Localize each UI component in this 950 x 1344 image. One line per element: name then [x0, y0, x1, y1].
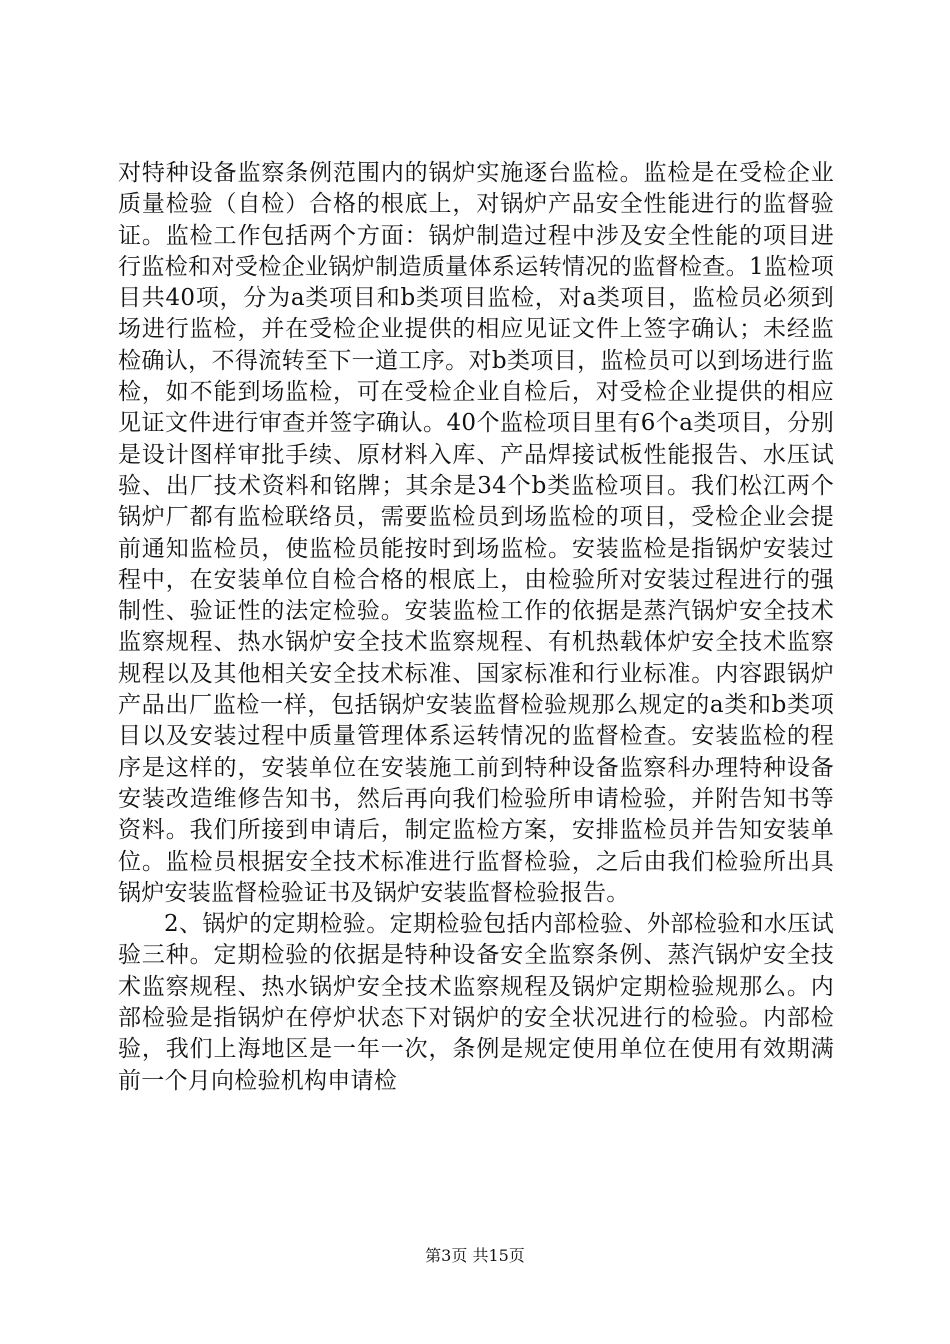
document-body: [118, 158, 834, 1097]
body-paragraph-1: 对特种设备监察条例范围内的锅炉实施逐台监检。监检是在受检企业质量检验（自检）合格的根底上，对锅炉产品安全性能进行的监督验证。监检工作包括两个方面：锅炉制造过程中涉及安全性能的项目进行监检和对受检企业锅炉制造质量体系运转情况的监督检查。1监检项目共40项，分为a类项目和b类项目监检，对a类项目，监检员必须到场进行监检，并在受检企业提供的相应见证文件上签字确认；未经监检确认，不得流转至下一道工序。对b类项目，监检员可以到场进行监检，如不能到场监检，可在受检企业自检后，对受检企业提供的相应见证文件进行审查并签字确认。40个监检项目里有6个a类项目，分别是设计图样审批手续、原材料入库、产品焊接试板性能报告、水压试验、出厂技术资料和铭牌；其余是34个b类监检项目。我们松江两个锅炉厂都有监检联络员，需要监检员到场监检的项目，受检企业会提前通知监检员，使监检员能按时到场监检。安装监检是指锅炉安装过程中，在安装单位自检合格的根底上，由检验所对安装过程进行的强制性、验证性的法定检验。安装监检工作的依据是蒸汽锅炉安全技术监察规程、热水锅炉安全技术监察规程、有机热载体炉安全技术监察规程以及其他相关安全技术标准、国家标准和行业标准。内容跟锅炉产品出厂监检一样，包括锅炉安装监督检验规那么规定的a类和b类项目以及安装过程中质量管理体系运转情况的监督检查。安装监检的程序是这样的，安装单位在安装施工前到特种设备监察科办理特种设备安装改造维修告知书，然后再向我们检验所申请检验，并附告知书等资料。我们所接到申请后，制定监检方案，安排监检员并告知安装单位。监检员根据安全技术标准进行监督检验，之后由我们检验所出具锅炉安装监督检验证书及锅炉安装监督检验报告。: [118, 160, 834, 906]
body-paragraph-2: 2、锅炉的定期检验。定期检验包括内部检验、外部检验和水压试验三种。定期检验的依据是特种设备安全监察条例、蒸汽锅炉安全技术监察规程、热水锅炉安全技术监察规程及锅炉定期检验规那么。内部检验是指锅炉在停炉状态下对锅炉的安全状况进行的检验。内部检验，我们上海地区是一年一次，条例是规定使用单位在使用有效期满前一个月向检验机构申请检: [118, 911, 834, 1094]
page-number-footer: 第3页 共15页: [425, 1246, 525, 1265]
